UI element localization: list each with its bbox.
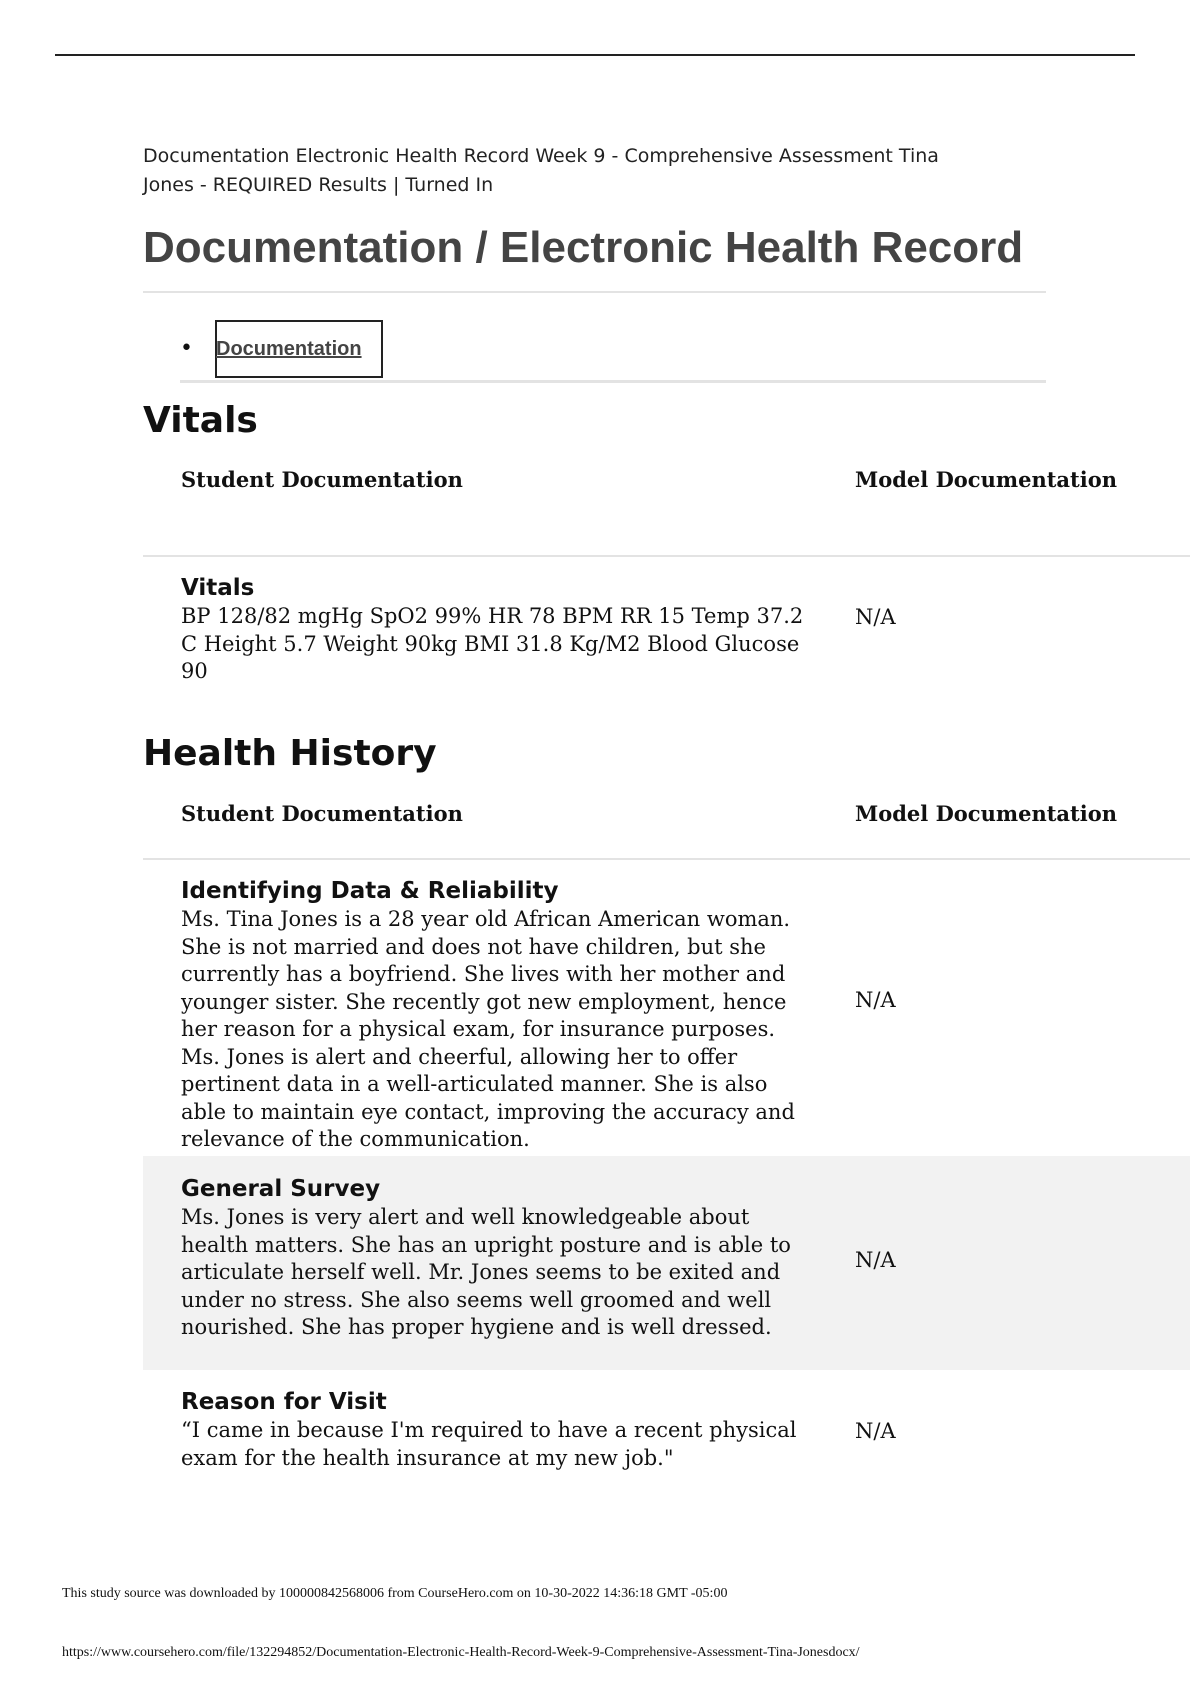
model-value: N/A [855,1419,896,1443]
row-label: Vitals [181,575,255,601]
bullet-icon: • [180,336,193,361]
column-header-student: Student Documentation [181,467,463,492]
model-value: N/A [855,988,896,1012]
header-divider [143,555,1190,557]
column-header-model: Model Documentation [855,801,1117,826]
row-text: BP 128/82 mgHg SpO2 99% HR 78 BPM RR 15 Temp 37.2 C Height 5.7 Weight 90kg BMI 31.8 Kg/M2 Blood Glucose 90 [181,604,804,683]
header-divider [143,858,1190,860]
model-value: N/A [855,1248,896,1272]
row-text: “I came in because I'm required to have a recent physical exam for the health insurance at my new job." [181,1418,797,1470]
doc-row-vitals [143,566,1190,683]
top-rule [55,54,1135,56]
footer-download-note: This study source was downloaded by 100000842568006 from CourseHero.com on 10-30-2022 14:36:18 GMT -05:00 [62,1586,728,1601]
doc-row-reason-for-visit [143,1372,1190,1482]
tab-documentation[interactable] [215,320,383,378]
title-divider [143,291,1046,293]
footer-url[interactable]: https://www.coursehero.com/file/132294852/Documentation-Electronic-Health-Record-Week-9-Comprehensive-Assessment-Tina-Jonesdocx/ [62,1645,860,1660]
tab-bar [180,320,1046,383]
doc-row-general-survey [143,1156,1190,1370]
tab-documentation-label[interactable]: Documentation [216,337,362,360]
row-text: Ms. Tina Jones is a 28 year old African American woman. She is not married and does not have children, but she currently has a boyfriend. She lives with her mother and younger sister. She recently got new employment, hence her reason for a physical exam, for insurance purposes. Ms. Jones is alert and cheerful, allowing her to offer pertinent data in a well-articulated manner. She is also able to maintain eye contact, improving the accuracy and relevance of the communication. [181,907,795,1151]
page-title: Documentation / Electronic Health Record [143,223,1024,272]
row-label: Identifying Data & Reliability [181,878,559,904]
row-label: Reason for Visit [181,1389,387,1415]
breadcrumb: Documentation Electronic Health Record Week 9 - Comprehensive Assessment Tina Jones - REQUIRED Results | Turned In [143,145,939,196]
doc-row-identifying-data [143,870,1190,1154]
model-value: N/A [855,605,896,629]
section-title-health-history: Health History [143,733,437,774]
column-header-model: Model Documentation [855,467,1117,492]
column-header-student: Student Documentation [181,801,463,826]
row-text: Ms. Jones is very alert and well knowledgeable about health matters. She has an upright posture and is able to articulate herself well. Mr. Jones seems to be exited and under no stress. She also seems well groomed and well nourished. She has proper hygiene and is well dressed. [181,1205,791,1339]
section-title-vitals: Vitals [143,400,258,441]
row-label: General Survey [181,1176,381,1202]
